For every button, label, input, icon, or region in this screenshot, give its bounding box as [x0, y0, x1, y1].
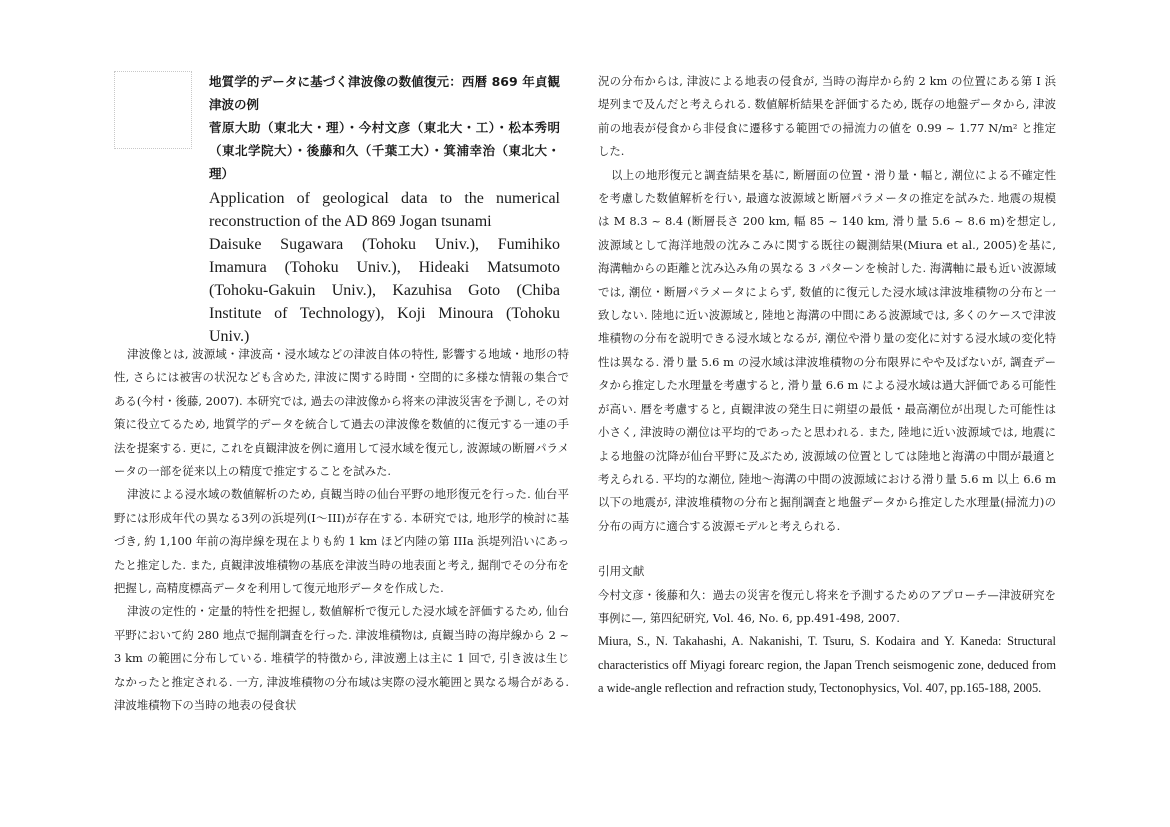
- english-authors: Daisuke Sugawara (Tohoku Univ.), Fumihiko Imamura (Tohoku Univ.), Hideaki Matsumoto (Tohoku-Gakuin Univ.), Kazuhisa Goto (Chiba Institute of Technology), Koji Minoura (Tohoku Univ.): [209, 236, 560, 345]
- body-paragraph: 以上の地形復元と調査結果を基に, 断層面の位置・滑り量・幅と, 潮位による不確定性を考慮した数値解析を行い, 最適な波源域と断層パラメータの推定を試みた. 地震の規模は M 8.3 ~ 8.4 (断層長さ 200 km, 幅 85 ~ 140 km, 滑り量 5.6 ~ 8.6 m)を想定し, 波源域として海洋地殻の沈みこみに関する既往の観測結果(Miura et al., 2005)を基に, 海溝軸からの距離と沈み込み角の異なる 3 パターンを検討した. 海溝軸に最も近い波源域では, 潮位・断層パラメータによらず, 数値的に復元した浸水域は津波堆積物の分布と一致しない. 陸地に近い波源域と, 陸地と海溝の中間にある波源域では, 多くのケースで津波堆積物の分布を説明できる浸水域となるが, 潮位や滑り量の変化に対する浸水域の変化特性は異なる. 滑り量 5.6 m の浸水域は津波堆積物の分布限界にやや及ばないが, 調査データから推定した水理量を考慮すると, 滑り量 6.6 m による浸水域は過大評価である可能性が高い. 暦を考慮すると, 貞観津波の発生日に朔望の最低・最高潮位が出現した可能性は小さく, 津波時の潮位は平均的であったと思われる. また, 陸地に近い波源域では, 地震による地盤の沈降が仙台平野に及ぶため, 波源域の位置としては陸地と海溝の中間が最適と考えられる. 平均的な潮位, 陸地～海溝の中間の波源域における滑り量 5.6 m 以上 6.6 m 以下の地震が, 津波堆積物の分布と掘削調査と地盤データから推定した水理量(掃流力)の分布の両方に適合する波源モデルと考えられる.: [598, 167, 1056, 533]
- reference-item: 今村文彦・後藤和久：過去の災害を復元し将来を予測するためのアプローチ—津波研究を事例に—, 第四紀研究, Vol. 46, No. 6, pp.491-498, 2007.: [598, 588, 1056, 625]
- right-column: [598, 70, 1056, 701]
- english-title: Application of geological data to the numerical reconstruction of the AD 869 Jogan tsunami: [209, 190, 560, 230]
- body-paragraph-continuation: 況の分布からは, 津波による地表の侵食が, 当時の海岸から約 2 km の位置にある第 I 浜堤列まで及んだと考えられる. 数値解析結果を評価するため, 既存の地盤データから, 津波前の地表が侵食から非侵食に遷移する範囲での掃流力の値を 0.99 ~ 1.77 N/m² と推定した.: [598, 74, 1056, 159]
- left-column: [114, 343, 569, 718]
- image-placeholder: [114, 71, 192, 149]
- japanese-authors: 菅原大助（東北大・理）・今村文彦（東北大・工）・松本秀明（東北学院大）・後藤和久（千葉工大）・箕浦幸治（東北大・理）: [209, 120, 560, 181]
- body-paragraph: 津波像とは, 波源域・津波高・浸水域などの津波自体の特性, 影響する地域・地形の特性, さらには被害の状況なども含めた, 津波に関する時間・空間的に多様な情報の集合である(今村・後藤, 2007). 本研究では, 過去の津波像から将来の津波災害を予測し, その対策に役立てるため, 地質学的データを統合して過去の津波像を数値的に復元する一連の手法を提案する. 更に, これを貞観津波を例に適用して浸水域を復元し, 波源域の断層パラメータの一部を従来以上の精度で推定することを試みた.: [114, 347, 569, 479]
- body-paragraph: 津波の定性的・定量的特性を把握し, 数値解析で復元した浸水域を評価するため, 仙台平野において約 280 地点で掘削調査を行った. 津波堆積物は, 貞観当時の海岸線から 2 ~ 3 km の範囲に分布している. 堆積学的特徴から, 津波遡上は主に 1 回で, 引き波は生じなかったと推定される. 一方, 津波堆積物の分布域は実際の浸水範囲と異なる場合がある. 津波堆積物下の当時の地表の侵食状: [114, 604, 569, 713]
- references-section: [598, 560, 1056, 700]
- references-heading: 引用文献: [598, 564, 645, 579]
- body-paragraph: 津波による浸水域の数値解析のため, 貞観当時の仙台平野の地形復元を行った. 仙台平野には形成年代の異なる3列の浜堤列(I～III)が存在する. 本研究では, 地形学的検討に基づき, 約 1,100 年前の海岸線を現在よりも約 1 km ほど内陸の第 IIIa 浜堤列沿いにあったと推定した. また, 貞観津波堆積物の基底を津波当時の地表面と考え, 掘削でその分布を把握し, 高精度標高データを利用して復元地形データを作成した.: [114, 487, 569, 596]
- paper-header: [209, 70, 560, 348]
- reference-item: Miura, S., N. Takahashi, A. Nakanishi, T. Tsuru, S. Kodaira and Y. Kaneda: Structural characteristics off Miyagi forearc region, the Japan Trench seismogenic zone, deduced from a wide-angle reflection and refraction study, Tectonophysics, Vol. 407, pp.165-188, 2005.: [598, 634, 1056, 696]
- japanese-title: 地質学的データに基づく津波像の数値復元：西暦 869 年貞観津波の例: [209, 74, 560, 112]
